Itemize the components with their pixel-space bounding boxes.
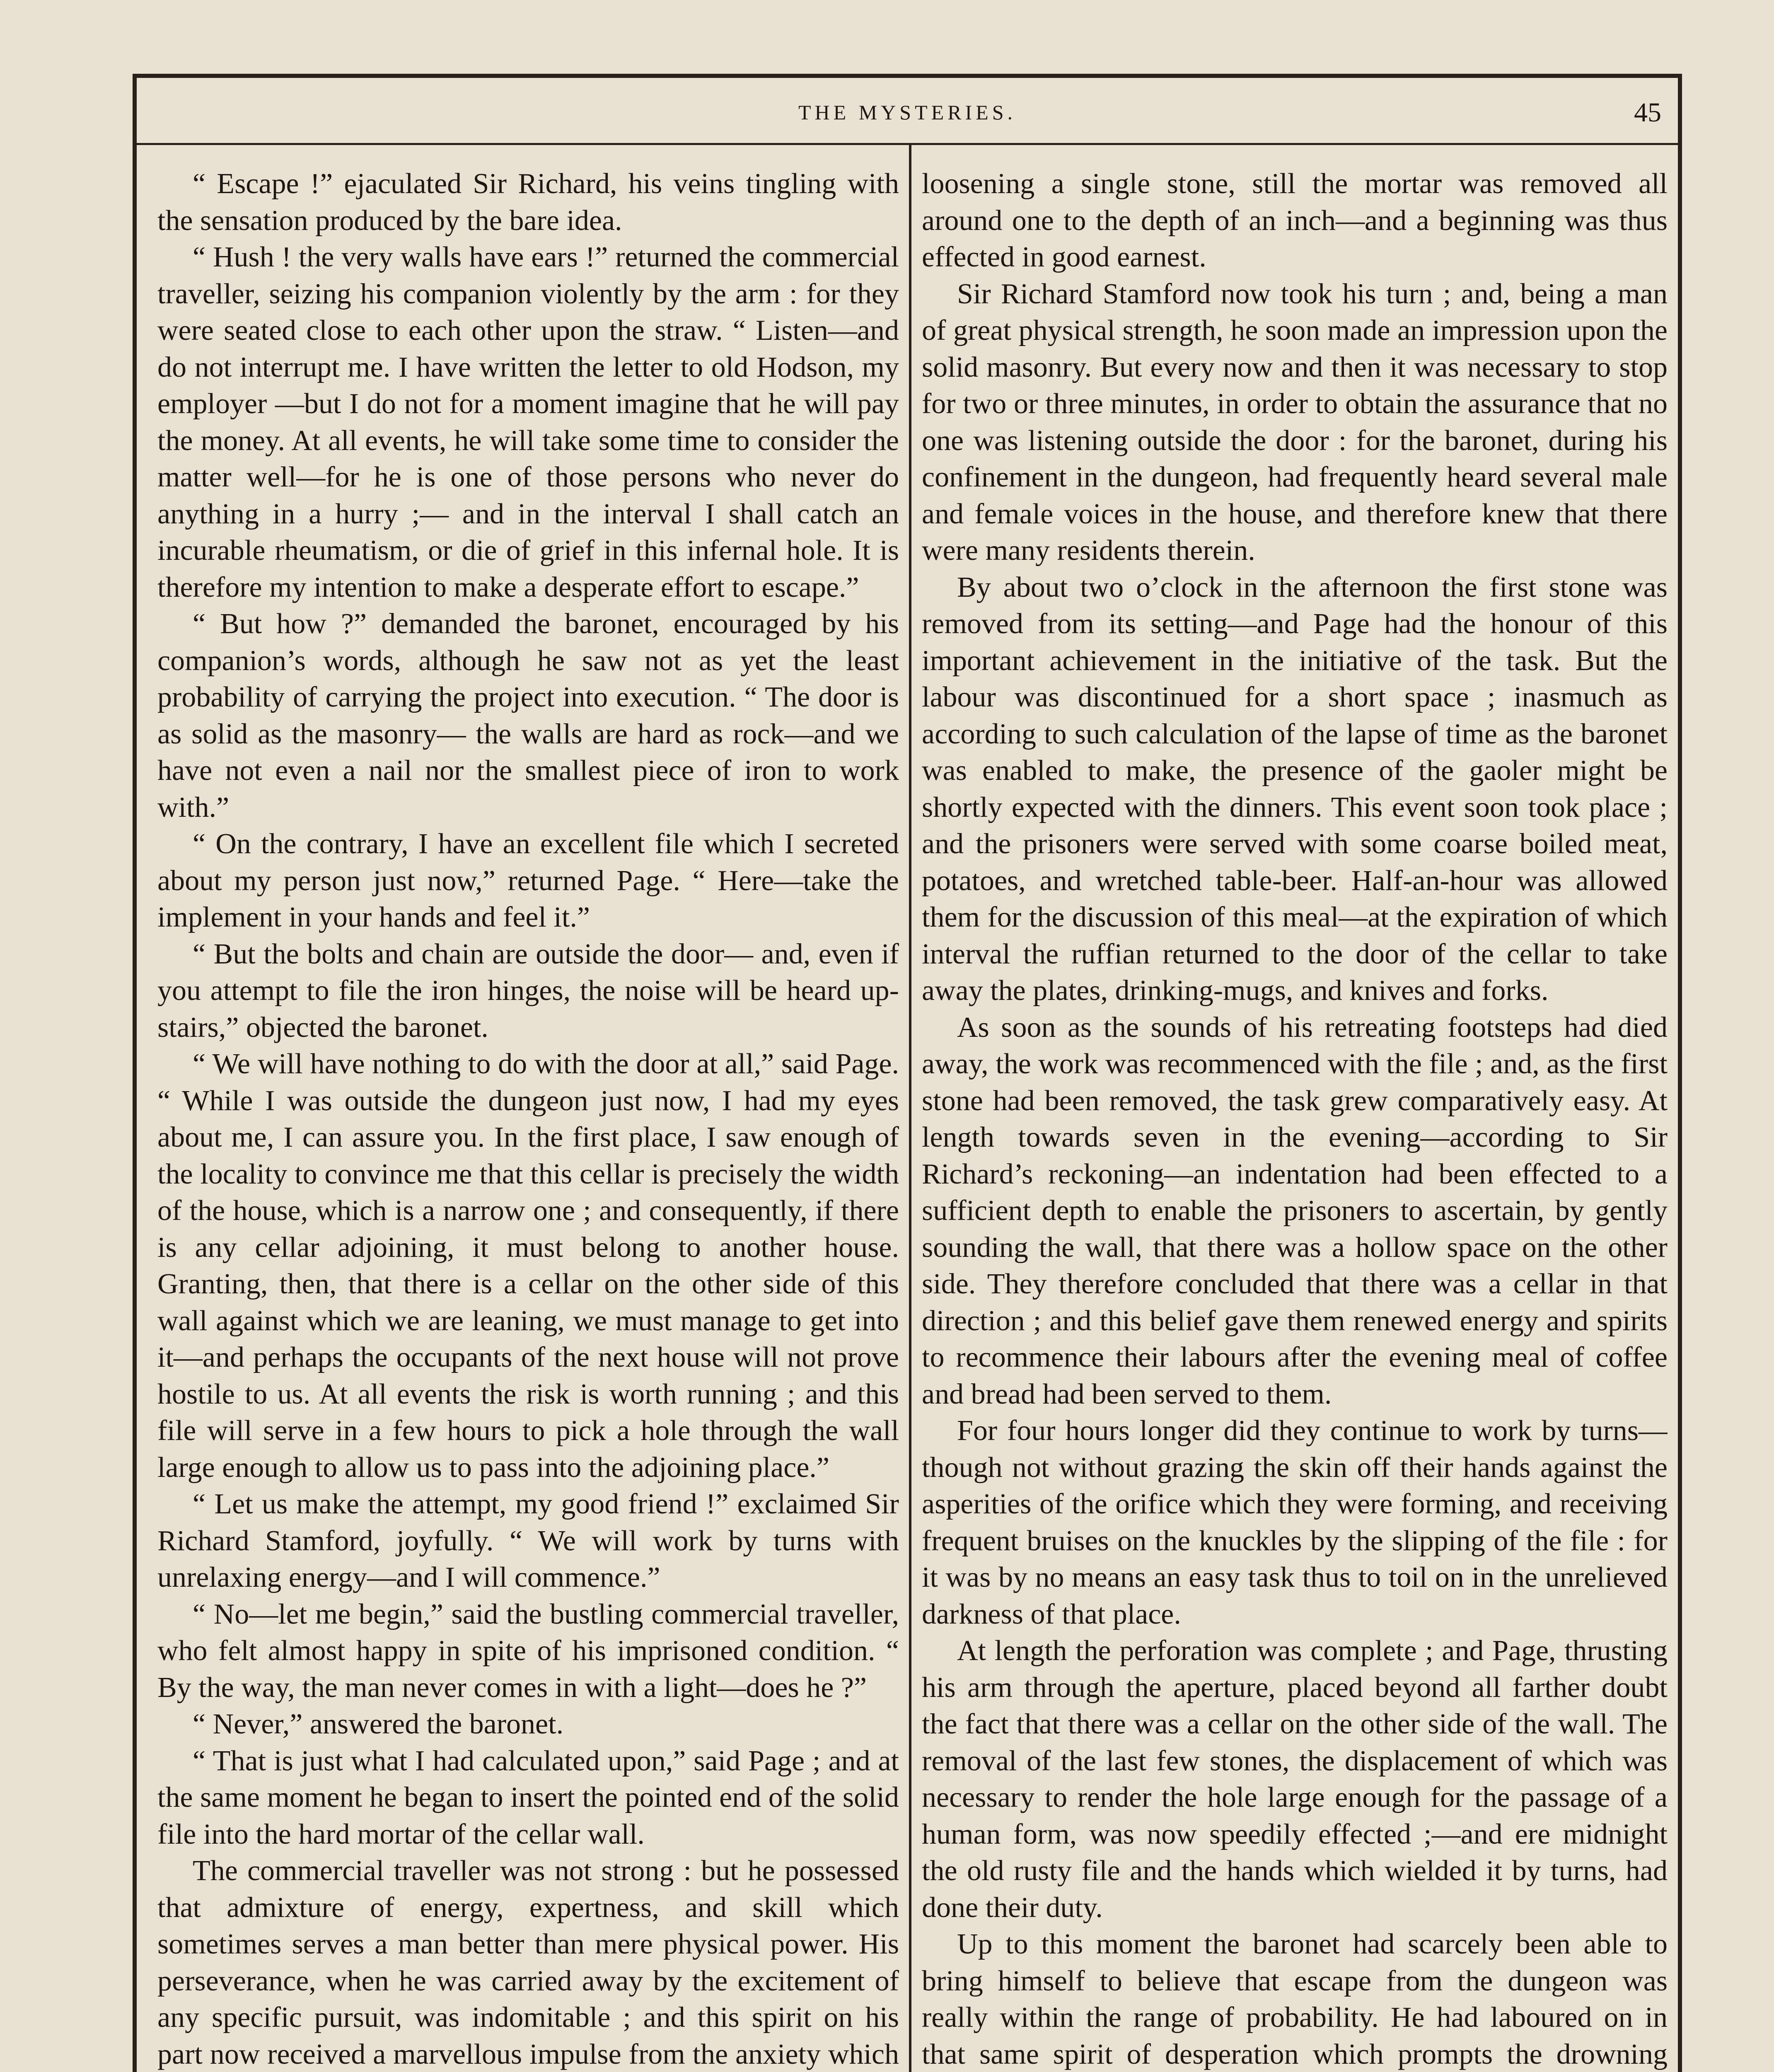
paragraph: “ Let us make the attempt, my good friend !” exclaimed Sir Richard Stamford, joyfully. “ We will work by turns with unrelaxing energy—and I will commence.” (157, 1488, 899, 1593)
page-frame-left-rule (133, 74, 137, 2072)
paragraph: “ But the bolts and chain are outside the door— and, even if you attempt to file the iron hinges, the noise will be heard up-stairs,” objected the baronet. (157, 938, 899, 1043)
paragraph: “ Never,” answered the baronet. (193, 1708, 564, 1740)
running-title: THE MYSTERIES. (798, 101, 1016, 124)
paragraph: “ Escape !” ejaculated Sir Richard, his veins tingling with the sensation produced by the bare idea. (157, 168, 899, 237)
paragraph: “ We will have nothing to do with the door at all,” said Page. “ While I was outside the dungeon just now, I had my eyes about me, I can assure you. In the first place, I saw enough of the locality to convince me that this cellar is precisely the width of the house, which is a narrow one ; and consequently, if there is any cellar adjoining, it must belong to another house. Granting, then, that there is a cellar on the other side of this wall against which we are leaning, we must manage to get into it—and perhaps the occupants of the next house will not prove hostile to us. At all events the risk is worth running ; and this file will serve in a few hours to pick a hole through the wall large enough to allow us to pass into the adjoining place.” (157, 1048, 899, 1484)
paragraph: Up to this moment the baronet had scarcely been able to bring himself to believe that escape from the dungeon was really within the range of probability. He had laboured on in that same spirit of desperation which prompts the drowning (922, 1928, 1668, 2070)
running-head (137, 97, 1678, 133)
paragraph: “ No—let me begin,” said the bustling commercial traveller, who felt almost happy in spite of his imprisoned condition. “ By the way, the man never comes in with a light—does he ?” (157, 1598, 899, 1704)
header-rule (137, 143, 1678, 145)
right-text-column (922, 166, 1668, 2072)
page-frame-top-rule (133, 74, 1682, 78)
paragraph: Sir Richard Stamford now took his turn ; and, being a man of great physical strength, he soon made an impression upon the solid masonry. But every now and then it was necessary to stop for two or three minutes, in order to obtain the assurance that no one was listening outside the door : for the baronet, during his confinement in the dungeon, had frequently heard several male and female voices in the house, and therefore knew that there were many residents therein. (922, 278, 1668, 566)
paragraph: “ Hush ! the very walls have ears !” returned the commercial traveller, seizing his companion violently by the arm : for they were seated close to each other upon the straw. “ Listen—and do not interrupt me. I have written the letter to old Hodson, my employer —but I do not for a moment imagine that he will pay the money. At all events, he will take some time to consider the matter well—for he is one of those persons who never do anything in a hurry ;— and in the interval I shall catch an incurable rheumatism, or die of grief in this infernal hole. It is therefore my intention to make a desperate effort to escape.” (157, 241, 899, 603)
paragraph: “ But how ?” demanded the baronet, encouraged by his companion’s words, although he saw not as yet the least probability of carrying the project into execution. “ The door is as solid as the masonry— the walls are hard as rock—and we have not even a nail nor the smallest piece of iron to work with.” (157, 608, 899, 823)
column-divider (909, 145, 911, 2072)
paragraph: “ That is just what I had calculated upon,” said Page ; and at the same moment he began to insert the pointed end of the solid file into the hard mortar of the cellar wall. (157, 1745, 899, 1850)
paragraph: As soon as the sounds of his retreating footsteps had died away, the work was recommenced with the file ; and, as the first stone had been removed, the task grew comparatively easy. At length towards seven in the evening—according to Sir Richard’s reckoning—an indentation had been effected to a sufficient depth to enable the prisoners to ascertain, by gently sounding the wall, that there was a hollow space on the other side. They therefore concluded that there was a cellar in that direction ; and this belief gave them renewed energy and spirits to recommence their labours after the evening meal of coffee and bread had been served to them. (922, 1011, 1668, 1410)
page-frame-right-rule (1678, 74, 1682, 2072)
paragraph-continued: loosening a single stone, still the mortar was removed all around one to the depth of an inch—and a beginning was thus effected in good earnest. (922, 168, 1668, 273)
paragraph: At length the perforation was complete ; and Page, thrusting his arm through the aperture, placed beyond all farther doubt the fact that there was a cellar on the other side of the wall. The removal of the last few stones, the displacement of which was necessary to render the hole large enough for the passage of a human form, was now speedily effected ;—and ere midnight the old rusty file and the hands which wielded it by turns, had done their duty. (922, 1635, 1668, 1924)
left-text-column (157, 166, 899, 2072)
paragraph: By about two o’clock in the afternoon the first stone was removed from its setting—and Page had the honour of this important achievement in the initiative of the task. But the labour was discontinued for a short space ; inasmuch as according to such calculation of the lapse of time as the baronet was enabled to make, the presence of the gaoler might be shortly expected with the dinners. This event soon took place ; and the prisoners were served with some coarse boiled meat, potatoes, and wretched table-beer. Half-an-hour was allowed them for the discussion of this meal—at the expiration of which interval the ruffian returned to the door of the cellar to take away the plates, drinking-mugs, and knives and forks. (922, 571, 1668, 1007)
paragraph: For four hours longer did they continue to work by turns—though not without grazing the skin off their hands against the asperities of the orifice which they were forming, and receiving frequent bruises on the knuckles by the slipping of the file : for it was by no means an easy task thus to toil on in the unrelieved darkness of that place. (922, 1415, 1668, 1630)
paragraph: “ On the contrary, I have an excellent file which I secreted about my person just now,” returned Page. “ Here—take the implement in your hands and feel it.” (157, 828, 899, 933)
page-number: 45 (1634, 97, 1661, 128)
paragraph: The commercial traveller was not strong : but he possessed that admixture of energy, expertness, and skill which sometimes serves a man better than mere physical power. His perseverance, when he was carried away by the excitement of any specific pursuit, was indomitable ; and this spirit on his part now received a marvellous impulse from the anxiety which (157, 1855, 899, 2070)
